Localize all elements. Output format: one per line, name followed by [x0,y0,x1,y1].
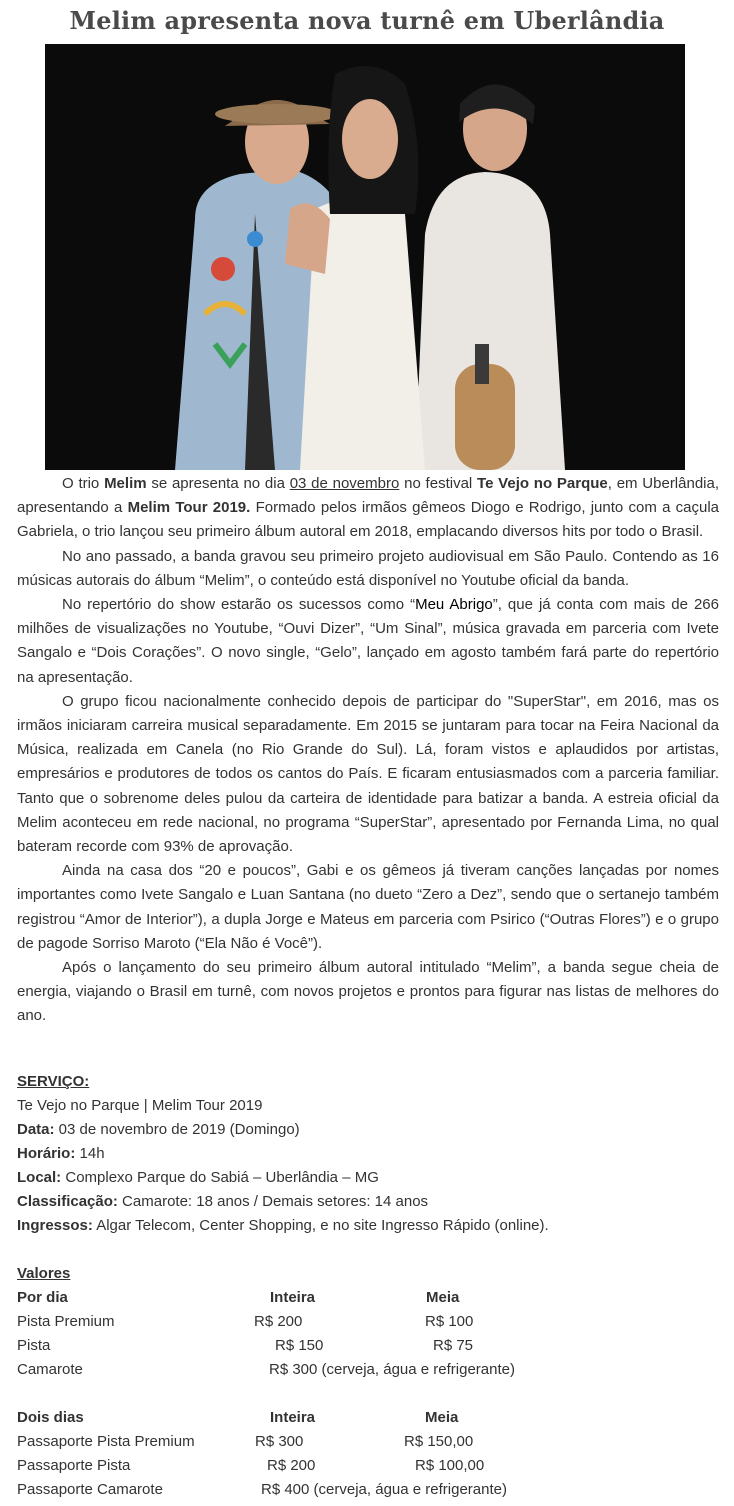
text: , em Uberlândia, apresentando a [17,475,720,517]
row-name: Pista [17,1337,51,1354]
time-value: 14h [75,1145,105,1162]
col-meia: Meia [426,1289,460,1306]
spacer [17,1382,719,1406]
two-days-label: Dois dias [17,1409,84,1426]
paragraph: Ainda na casa dos “20 e poucos”, Gabi e os gêmeos já tiveram canções lançadas por nomes importantes como Ivete Sangalo e Luan Santana (no dueto “Zero a Dez”, sendo que o sertanejo também registrou “Amor de Interior”), a dupla Jorge e Mateus em parceria com Psirico (“Outras Flores”) e o grupo de pagode Sorriso Maroto (“Ela Não é Você”). [17,862,719,952]
row-inteira: R$ 400 (cerveja, água e refrigerante) [261,1481,507,1498]
location-label: Local: [17,1169,62,1186]
paragraph: Após o lançamento do seu primeiro álbum autoral intitulado “Melim”, a banda segue cheia de energia, viajando o Brasil em turnê, com novos projetos e prontos para figurar nas listas de melhores do ano. [17,959,719,1025]
col-meia: Meia [425,1409,459,1426]
one-day-header [17,1286,719,1310]
festival-name: Te Vejo no Parque [477,475,608,492]
page-title: Melim apresenta nova turnê em Uberlândia [69,6,665,35]
table-row [17,1358,719,1382]
paragraph [17,593,719,690]
paragraph: No ano passado, a banda gravou seu primeiro projeto audiovisual em São Paulo. Contendo as 16 músicas autorais do álbum “Melim”, o conteúdo está disponível no Youtube oficial da banda. [17,547,719,589]
text: no festival [399,475,478,492]
text: Formado pelos irmãos gêmeos Diogo e Rodrigo, junto com a caçula Gabriela, o trio lançou seu primeiro álbum autoral em 2018, emplacando diversos hits por todo o Brasil. [17,499,720,541]
row-meia: R$ 100 [425,1313,474,1330]
price-table [17,1262,719,1502]
time-label: Horário: [17,1145,76,1162]
rating-value: Camarote: 18 anos / Demais setores: 14 anos [117,1193,429,1210]
date-value: 03 de novembro de 2019 (Domingo) [54,1121,300,1138]
service-heading: SERVIÇO: [17,1073,90,1090]
row-name: Pista Premium [17,1313,115,1330]
table-row [17,1334,719,1358]
band-photo [45,44,685,470]
row-inteira: R$ 300 (cerveja, água e refrigerante) [269,1361,515,1378]
row-name: Passaporte Pista [17,1457,131,1474]
text: se apresenta no dia [146,475,290,492]
text: O trio [62,475,105,492]
tickets-value: Algar Telecom, Center Shopping, e no site Ingresso Rápido (online). [92,1217,549,1234]
two-days-header [17,1406,719,1430]
rating-label: Classificação: [17,1193,118,1210]
prices-heading: Valores [17,1265,71,1282]
col-inteira: Inteira [270,1289,316,1306]
row-meia: R$ 150,00 [404,1433,474,1450]
tickets-label: Ingressos: [17,1217,93,1234]
prices-heading-row [17,1262,719,1286]
row-name: Passaporte Camarote [17,1481,163,1498]
table-row [17,1430,719,1454]
row-inteira: R$ 300 [255,1433,304,1450]
band-photo-icon [45,44,685,470]
article-body [17,472,719,1029]
date-line [17,1118,719,1142]
table-row [17,1478,719,1502]
band-name: Melim [104,475,147,492]
paragraph: O grupo ficou nacionalmente conhecido depois de participar do "SuperStar", em 2016, mas os irmãos iniciaram carreira musical separadamente. Em 2015 se juntaram para tocar na Feira Nacional da Música, realizada em Canela (no Rio Grande do Sul). Lá, foram vistos e aplaudidos por artistas, empresários e produtores de todos os cantos do País. E ficaram entusiasmados com a parceria familiar. Tanto que o sobrenome deles pulou da carteira de identidade para batizar a banda. A estreia oficial da Melim aconteceu em rede nacional, no programa “SuperStar”, apresentado por Fernanda Lima, no qual bateram recorde com 93% de aprovação. [17,692,719,856]
row-meia: R$ 100,00 [415,1457,485,1474]
paragraph [17,472,719,545]
row-meia: R$ 75 [433,1337,474,1354]
table-row [17,1310,719,1334]
rating-line [17,1190,719,1214]
date-label: Data: [17,1121,55,1138]
time-line [17,1142,719,1166]
tour-name: Melim Tour 2019. [127,499,251,517]
row-inteira: R$ 200 [267,1457,316,1474]
tickets-line [17,1214,719,1238]
row-name: Camarote [17,1361,83,1378]
text: ”, que já conta com mais de 266 milhões de visualizações no Youtube, “Ouvi Dizer”, “Um Sinal”, música gravada em parceria com Ivete Sangalo e “Dois Corações”. O novo single, “Gelo”, lançado em agosto também fará parte do repertório na apresentação. [17,596,719,686]
row-inteira: R$ 200 [254,1313,303,1330]
row-name: Passaporte Pista Premium [17,1433,195,1450]
table-row [17,1454,719,1478]
one-day-label: Por dia [17,1289,68,1306]
service-info [17,1070,719,1238]
location-value: Complexo Parque do Sabiá – Uberlândia – MG [61,1169,379,1186]
row-inteira: R$ 150 [275,1337,324,1354]
event-name: Te Vejo no Parque | Melim Tour 2019 [17,1097,263,1114]
location-line [17,1166,719,1190]
song-highlight: Meu Abrigo [415,596,493,614]
text: No repertório do show estarão os sucessos como “ [62,596,416,614]
date-link[interactable]: 03 de novembro [289,475,400,492]
col-inteira: Inteira [270,1409,316,1426]
